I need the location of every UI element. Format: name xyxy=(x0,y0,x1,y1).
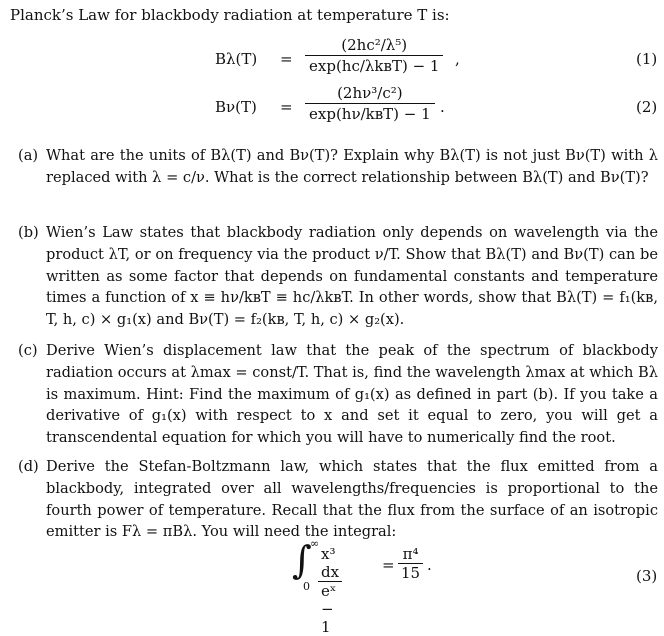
eq2-period: . xyxy=(440,98,445,116)
part-c-text: Derive Wien’s displacement law that the peak of the spectrum of blackbody radiation occurs at λmax = const/T. That is, find the wavelength λmax at which Bλ is maximum. Hint: Find the maximum of g₁(x) as defined in part (b). If you take a derivative of g₁(x) with respect to x and set it equal to zero, you will get a transcendental equation for which you will have to numerically find the root. xyxy=(46,342,658,447)
part-c-label: (c) xyxy=(18,342,38,359)
eq1-comma: , xyxy=(455,50,460,68)
part-b-text: Wien’s Law states that blackbody radiation only depends on wavelength via the product λT, or on frequency via the product ν/T. Show that Bλ(T) and Bν(T) can be written as some factor that depends on fundamental constants and temperature times a function of x ≡ hν/kʙT ≡ hc/λkʙT. In other words, show that Bλ(T) = f₁(kʙ, T, h, c) × g₁(x) and Bν(T) = f₂(kʙ, T, h, c) × g₂(x). xyxy=(46,224,658,329)
integral-integrand xyxy=(318,545,342,636)
integral-result xyxy=(398,545,423,582)
integral-period: . xyxy=(427,556,432,574)
eq2-numerator: (2hν³/c²) xyxy=(337,84,403,102)
part-d xyxy=(18,456,658,543)
integral-sign: ∫ xyxy=(292,538,312,582)
integral-lower-limit: 0 xyxy=(303,580,310,593)
equation-2 xyxy=(0,84,664,130)
part-d-label: (d) xyxy=(18,458,39,475)
eq1-denominator: exp(hc/λkʙT) − 1 xyxy=(305,55,443,75)
integral-equals: = xyxy=(382,556,395,574)
eq1-equals: = xyxy=(280,50,293,68)
equation-1 xyxy=(0,36,664,82)
result-numerator: π⁴ xyxy=(402,545,419,563)
integrand-numerator: x³ dx xyxy=(321,545,340,581)
eq1-lhs: Bλ(T) xyxy=(215,50,258,68)
integrand-denominator: eˣ − 1 xyxy=(318,581,342,636)
part-a-text: What are the units of Bλ(T) and Bν(T)? Explain why Bλ(T) is not just Bν(T) with λ replaced with λ = c/ν. What is the correct relationship between Bλ(T) and Bν(T)? xyxy=(46,147,658,186)
part-a-label: (a) xyxy=(18,147,39,164)
eq1-number: (1) xyxy=(636,50,658,68)
part-d-text: Derive the Stefan-Boltzmann law, which states that the flux emitted from a blackbody, integrated over all wavelengths/frequencies is proportional to the fourth power of temperature. Recall that the flux from the surface of an isotropic emitter is Fλ = πBλ. You will need the integral: xyxy=(46,458,658,541)
result-denominator: 15 xyxy=(398,563,423,582)
eq2-denominator: exp(hν/kʙT) − 1 xyxy=(305,103,435,123)
eq2-equals: = xyxy=(280,98,293,116)
part-b xyxy=(18,222,658,331)
eq2-fraction xyxy=(305,84,435,123)
eq2-lhs: Bν(T) xyxy=(215,98,257,116)
eq1-fraction xyxy=(305,36,443,75)
integral-upper-limit: ∞ xyxy=(310,537,320,550)
eq3-number: (3) xyxy=(636,567,658,585)
part-a xyxy=(18,145,658,189)
part-c xyxy=(18,340,658,449)
eq2-number: (2) xyxy=(636,98,658,116)
intro-text: Planck’s Law for blackbody radiation at temperature T is: xyxy=(10,6,450,24)
eq1-numerator: (2hc²/λ⁵) xyxy=(341,36,408,54)
part-b-label: (b) xyxy=(18,224,39,241)
